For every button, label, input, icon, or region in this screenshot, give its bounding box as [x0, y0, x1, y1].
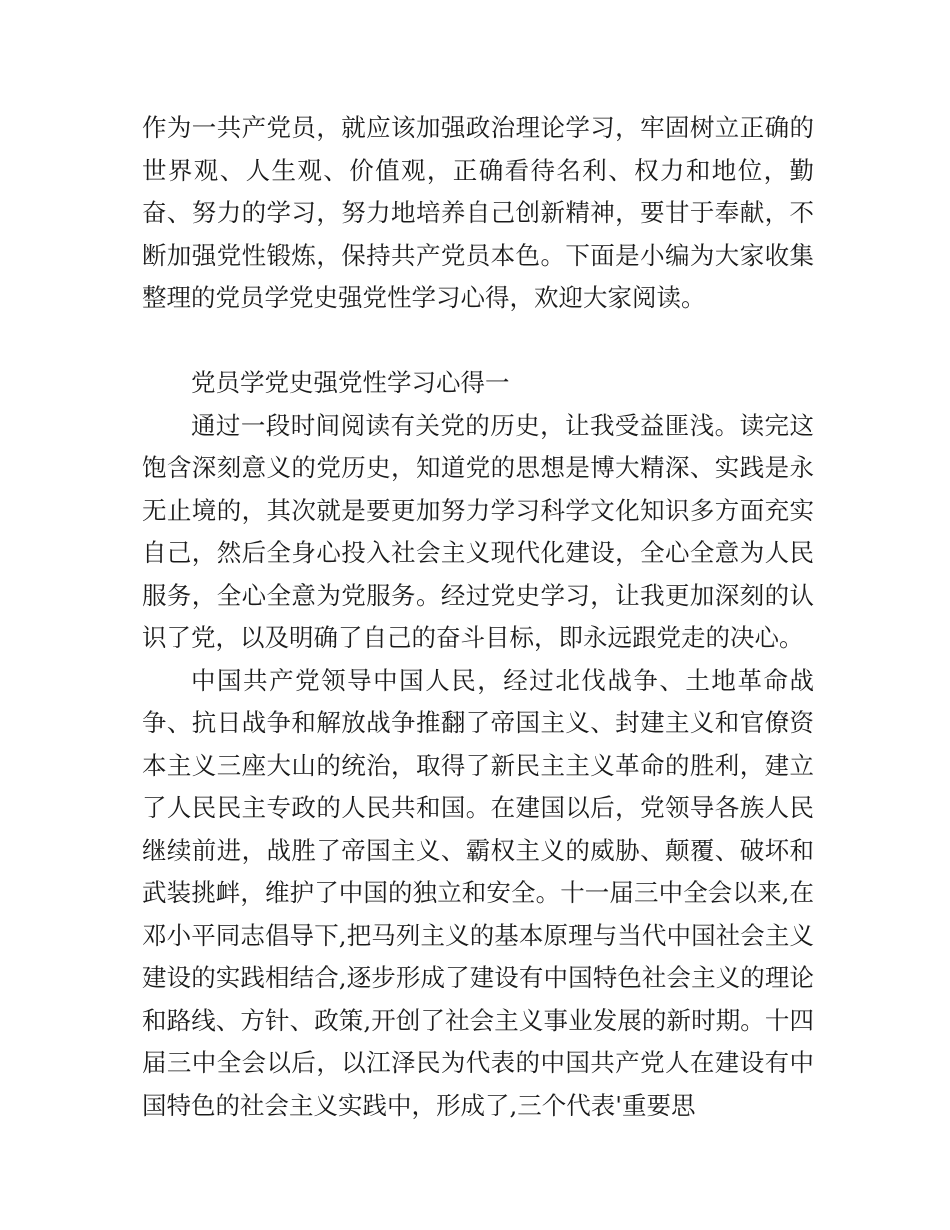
intro-block — [142, 107, 814, 320]
body-paragraph-1: 通过一段时间阅读有关党的历史，让我受益匪浅。读完这饱含深刻意义的党历史，知道党的思想是博大精深、实践是永无止境的，其次就是要更加努力学习科学文化知识多方面充实自己，然后全身心投入社会主义现代化建设，全心全意为人民服务，全心全意为党服务。经过党史学习，让我更加深刻的认识了党，以及明确了自己的奋斗目标，即永远跟党走的决心。 — [142, 410, 814, 652]
section-heading: 党员学党史强党性学习心得一 — [191, 368, 510, 397]
body-paragraph-2: 中国共产党领导中国人民，经过北伐战争、土地革命战争、抗日战争和解放战争推翻了帝国主义、封建主义和官僚资本主义三座大山的统治，取得了新民主主义革命的胜利，建立了人民民主专政的人民共和国。在建国以后，党领导各族人民继续前进，战胜了帝国主义、霸权主义的威胁、颠覆、破坏和武装挑衅，维护了中国的独立和安全。十一届三中全会以来,在邓小平同志倡导下,把马列主义的基本原理与当代中国社会主义建设的实践相结合,逐步形成了建设有中国特色社会主义的理论和路线、方针、政策,开创了社会主义事业发展的新时期。十四届三中全会以后，以江泽民为代表的中国共产党人在建设有中国特色的社会主义实践中，形成了,三个代表'重要思 — [142, 665, 814, 1120]
section-block — [142, 362, 814, 1127]
intro-paragraph: 作为一共产党员，就应该加强政治理论学习，牢固树立正确的世界观、人生观、价值观，正确看待名利、权力和地位，勤奋、努力的学习，努力地培养自己创新精神，要甘于奉献，不断加强党性锻炼，保持共产党员本色。下面是小编为大家收集整理的党员学党史强党性学习心得，欢迎大家阅读。 — [142, 113, 814, 312]
